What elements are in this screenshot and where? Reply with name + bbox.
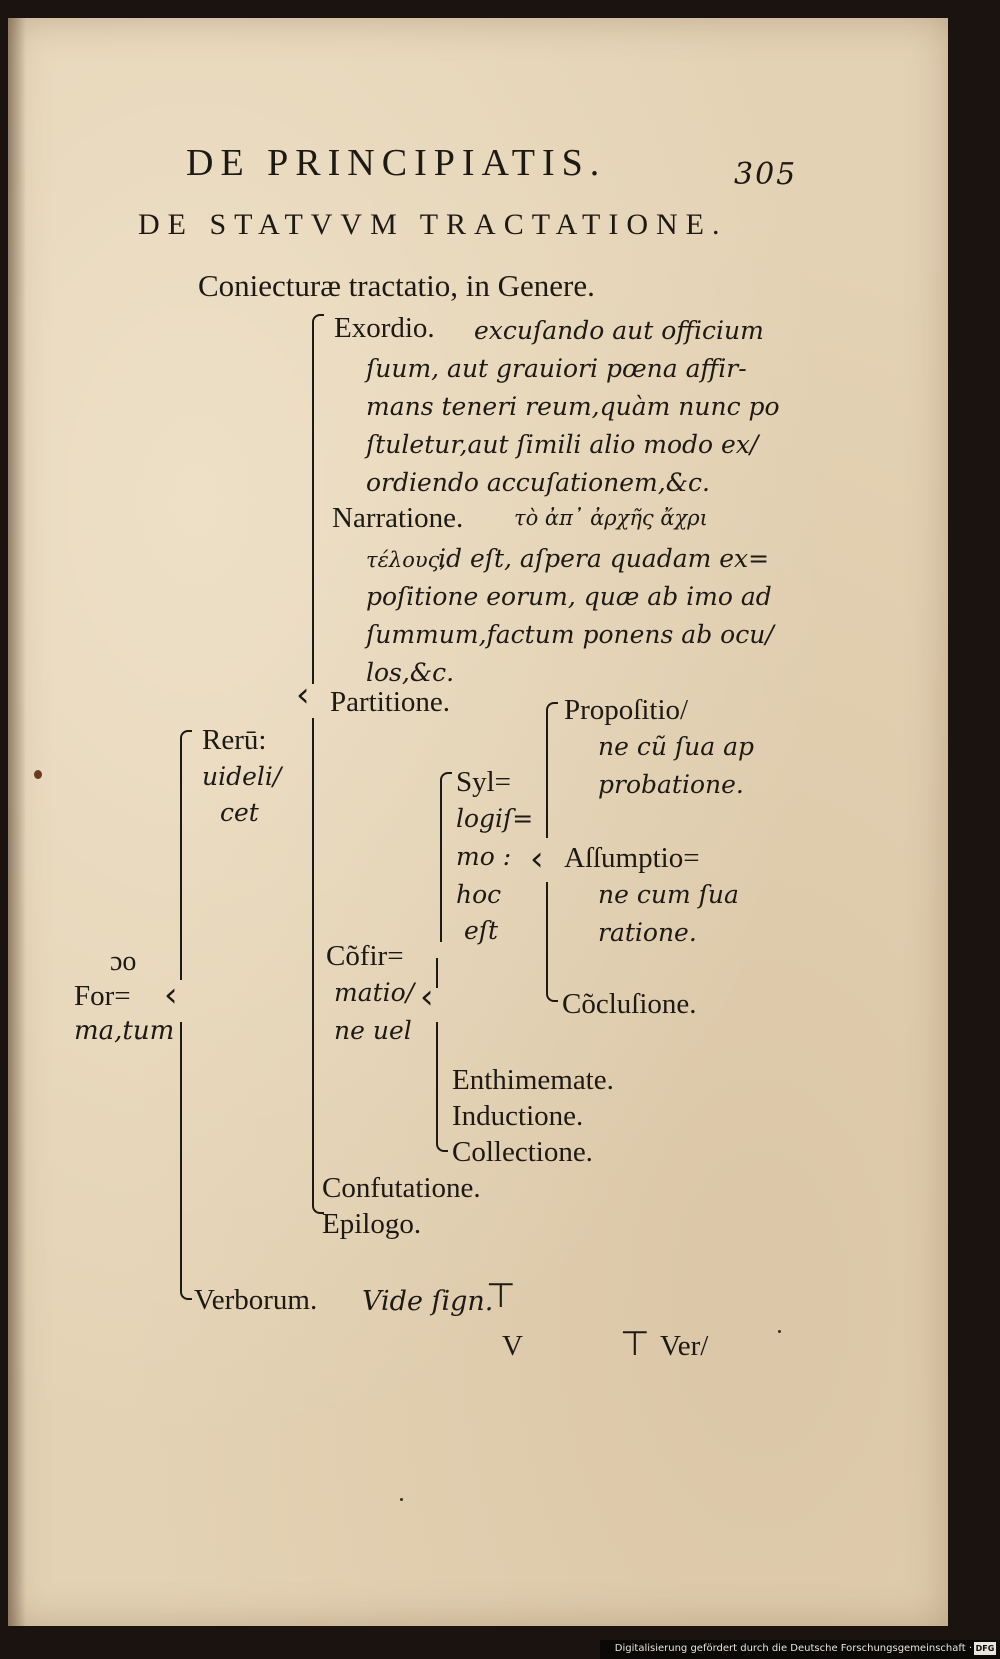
running-head: DE PRINCIPIATIS. xyxy=(186,142,607,184)
syllogismo-line-3: mo : xyxy=(456,842,512,871)
catchword: Ver/ xyxy=(660,1330,709,1362)
enthimemate: Enthimemate. xyxy=(452,1064,614,1096)
confirmatione-brace-bottom xyxy=(436,1136,448,1152)
syllogismo-line-1: Syl= xyxy=(456,766,512,798)
exordio-line-1: excuſando aut officium xyxy=(474,316,764,345)
rerum-brace-upper xyxy=(312,324,314,684)
assumptione-line-2: ne cum ſua xyxy=(598,880,739,909)
footer-credit: Digitalisierung gefördert durch die Deutsche Forschungsgemeinschaft · xyxy=(614,1643,972,1654)
confirmatione-line-1: Cõfir= xyxy=(326,940,404,972)
page-gutter-shadow xyxy=(8,18,26,1626)
subtitle: Coniecturæ tractatio, in Genere. xyxy=(198,268,595,303)
exordio-line-5: ordiendo accuſationem,&c. xyxy=(366,468,710,497)
confutatione: Confutatione. xyxy=(322,1172,481,1204)
propositione-line-3: probatione. xyxy=(598,770,744,799)
verborum-ref: Vide ſign. xyxy=(362,1286,494,1317)
narratione-line-1: id eſt, aſpera quadam ex= xyxy=(438,544,770,573)
signature-mark: V xyxy=(502,1330,523,1362)
page-number: 305 xyxy=(734,157,798,192)
root-label-2: ma,tum xyxy=(74,1016,175,1046)
exordio-line-3: mans teneri reum,quàm nunc po xyxy=(366,392,780,421)
ink-speck xyxy=(400,1498,403,1501)
verborum-head: Verborum. xyxy=(194,1284,318,1316)
inductione: Inductione. xyxy=(452,1100,584,1132)
assumptione-line-1: Aſſumptio= xyxy=(564,842,700,874)
syllogismo-brace-point: ‹ xyxy=(530,839,544,879)
narratione-greek-1: τὸ ἀπ᾽ ἀρχῆς ἄχρι xyxy=(514,506,708,530)
assumptione-line-3: ratione. xyxy=(598,918,697,947)
conclusione: Cõcluſione. xyxy=(562,988,697,1020)
root-sign: ɔo xyxy=(110,946,137,977)
verborum-sign: ⊤ xyxy=(486,1278,516,1315)
exordio-line-4: ſtuletur,aut ſimili alio modo ex/ xyxy=(366,430,759,459)
narratione-greek-2: τέλους, xyxy=(366,548,447,572)
syllogismo-brace-upper xyxy=(546,712,548,838)
narratione-line-2: poſitione eorum, quæ ab imo ad xyxy=(366,582,772,611)
syllogismo-line-5: eſt xyxy=(464,916,499,945)
confirmatione-line-2: matio/ xyxy=(334,978,415,1007)
section-title: DE STATVVM TRACTATIONE. xyxy=(138,208,728,241)
syllogismo-bar xyxy=(440,782,442,942)
rerum-line-1: Rerū: xyxy=(202,724,267,756)
catchword-sign: ⊤ xyxy=(620,1326,650,1363)
root-brace-bottom xyxy=(180,1284,192,1300)
root-brace-lower xyxy=(180,1022,182,1286)
epilogo: Epilogo. xyxy=(322,1208,422,1240)
root-brace-point: ‹ xyxy=(164,975,178,1015)
ink-speck xyxy=(778,1330,781,1333)
confirmatione-brace-upper xyxy=(436,958,438,988)
confirmatione-line-3: ne uel xyxy=(334,1016,412,1045)
confirmatione-brace-point: ‹ xyxy=(420,977,434,1017)
partitione: Partitione. xyxy=(330,686,451,718)
exordio-head: Exordio. xyxy=(334,312,435,344)
rerum-brace-point: ‹ xyxy=(296,675,310,715)
syllogismo-line-4: hoc xyxy=(456,880,502,909)
rerum-line-2: uideli/ xyxy=(202,762,282,791)
exordio-line-2: ſuum, aut grauiori pœna affir- xyxy=(366,354,747,383)
narratione-head: Narratione. xyxy=(332,502,464,534)
collectione: Collectione. xyxy=(452,1136,593,1168)
propositione-line-2: ne cũ ſua ap xyxy=(598,732,755,761)
syllogismo-brace-bottom xyxy=(546,986,558,1002)
narratione-line-4: los,&c. xyxy=(366,658,455,687)
narratione-line-3: ſummum,factum ponens ab ocu/ xyxy=(366,620,774,649)
syllogismo-brace-lower xyxy=(546,882,548,992)
rerum-brace-lower xyxy=(312,718,314,1198)
confirmatione-brace-lower xyxy=(436,1022,438,1142)
syllogismo-line-2: logiſ= xyxy=(456,804,534,833)
dfg-logo: DFG xyxy=(975,1644,995,1653)
book-page xyxy=(8,18,948,1626)
propositione-line-1: Propoſitio/ xyxy=(564,694,689,726)
rerum-line-3: cet xyxy=(220,798,259,827)
root-label-1: For= xyxy=(74,980,131,1012)
ink-speck xyxy=(34,770,42,779)
root-brace-upper xyxy=(180,740,182,980)
